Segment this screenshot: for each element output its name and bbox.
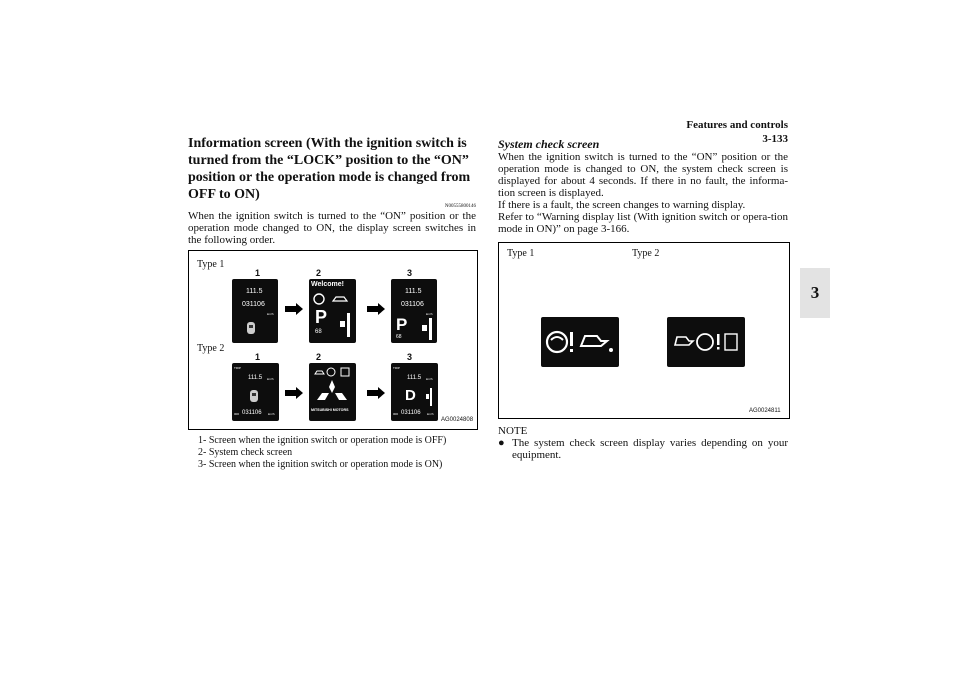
step-number-1b: 1 bbox=[255, 352, 261, 362]
note-item bbox=[498, 437, 788, 461]
trip-value: 031106 bbox=[401, 410, 421, 416]
figure-code: AG0024808 bbox=[441, 417, 474, 423]
type2-label: Type 2 bbox=[632, 248, 660, 259]
welcome-text: Welcome! bbox=[311, 281, 344, 288]
right-column bbox=[498, 138, 788, 461]
header-page-number: 3-133 bbox=[762, 133, 788, 145]
trip-prefix: 000 bbox=[234, 412, 240, 416]
odo-value: 111.5 bbox=[405, 288, 422, 295]
trip-unit: km/h bbox=[268, 412, 275, 416]
trip-value: 031106 bbox=[242, 410, 262, 416]
warning-icons bbox=[545, 328, 617, 356]
arrow-right-icon bbox=[367, 303, 385, 315]
type1-system-check-screen bbox=[541, 317, 619, 367]
trip-unit: km/h bbox=[427, 412, 434, 416]
section-body: When the ignition switch is turned to the “ON” position or the operation mode changed to ON, the display screen switches in the following order. bbox=[188, 210, 476, 246]
fuel-gauge-icon bbox=[421, 317, 435, 341]
fuel-gauge-icon bbox=[339, 311, 353, 339]
warning-icons bbox=[313, 367, 353, 377]
speed-unit: km/h bbox=[267, 312, 274, 316]
trip-label: TRIP bbox=[393, 366, 400, 370]
subsection-title: System check screen bbox=[498, 137, 600, 151]
odo-value: 111.5 bbox=[407, 375, 422, 381]
type2-screen-on bbox=[391, 363, 438, 421]
chapter-tab-number: 3 bbox=[810, 283, 820, 302]
car-icon bbox=[249, 389, 259, 403]
caption-3: 3- Screen when the ignition switch or operation mode is ON) bbox=[198, 459, 443, 470]
warning-icons bbox=[673, 331, 741, 353]
subsection-body: When the ignition switch is turned to the “ON” position or the operation mode is changed to ON, the system check screen is displayed for about 4 seconds. If there in no fault, the informa-tion screen is displayed. If there is a fault, the screen changes to warning display. Refer to “Warning display list (With ignition switch or opera-tion mode in ON)” on page 3-166. bbox=[498, 151, 788, 235]
speed-unit: km/h bbox=[426, 377, 433, 381]
caption-2: 2- System check screen bbox=[198, 447, 293, 458]
type2-screen-off bbox=[232, 363, 279, 421]
trip-value: 031106 bbox=[242, 301, 265, 308]
temp-value: 68 bbox=[315, 329, 322, 335]
trip-value: 031106 bbox=[401, 301, 424, 308]
trip-label: TRIP bbox=[234, 366, 241, 370]
brand-text: MITSUBISHI MOTORS bbox=[311, 408, 349, 412]
figure-code: AG0024811 bbox=[749, 408, 781, 414]
step-number-3: 3 bbox=[407, 268, 413, 278]
chapter-tab bbox=[800, 268, 830, 318]
type2-screen-system-check bbox=[309, 363, 356, 421]
note-title: NOTE bbox=[498, 425, 528, 437]
header-section-title: Features and controls bbox=[686, 119, 788, 131]
system-check-figure bbox=[498, 242, 790, 419]
gear-p: P bbox=[315, 307, 328, 327]
section-title: Information screen (With the ignition switch is turned from the “LOCK” position to the “ON” position or the operation mode is changed from OFF to ON) bbox=[188, 136, 471, 202]
type1-label: Type 1 bbox=[507, 248, 535, 259]
bullet-icon: ● bbox=[498, 437, 505, 449]
type1-screen-off bbox=[232, 279, 278, 343]
arrow-right-icon bbox=[285, 303, 303, 315]
temp-value: 68 bbox=[396, 334, 402, 340]
trip-prefix: 000 bbox=[393, 412, 399, 416]
gear-d: D bbox=[405, 387, 416, 404]
step-number-1: 1 bbox=[255, 268, 261, 278]
gear-p: P bbox=[396, 315, 408, 334]
odo-value: 111.5 bbox=[246, 288, 263, 295]
speed-unit: km/h bbox=[426, 312, 433, 316]
warning-icons bbox=[313, 293, 351, 305]
speed-unit: km/h bbox=[267, 377, 274, 381]
arrow-right-icon bbox=[367, 387, 385, 399]
fuel-gauge-icon bbox=[425, 387, 435, 407]
type1-label: Type 1 bbox=[197, 259, 225, 270]
car-icon bbox=[246, 321, 256, 335]
arrow-right-icon bbox=[285, 387, 303, 399]
odo-value: 111.5 bbox=[248, 375, 263, 381]
figure-captions bbox=[188, 435, 476, 471]
left-column bbox=[188, 135, 476, 471]
mitsubishi-logo-icon bbox=[315, 379, 349, 405]
type1-screen-on bbox=[391, 279, 437, 343]
step-number-2: 2 bbox=[316, 268, 322, 278]
type2-label: Type 2 bbox=[197, 343, 225, 354]
type2-system-check-screen bbox=[667, 317, 745, 367]
info-screen-figure bbox=[188, 250, 478, 430]
step-number-3b: 3 bbox=[407, 352, 413, 362]
step-number-2b: 2 bbox=[316, 352, 322, 362]
note-text: The system check screen display varies depending on your equipment. bbox=[512, 437, 788, 461]
section-code: N00555800146 bbox=[444, 204, 476, 209]
type1-screen-system-check bbox=[309, 279, 356, 343]
caption-1: 1- Screen when the ignition switch or operation mode is OFF) bbox=[198, 435, 447, 446]
